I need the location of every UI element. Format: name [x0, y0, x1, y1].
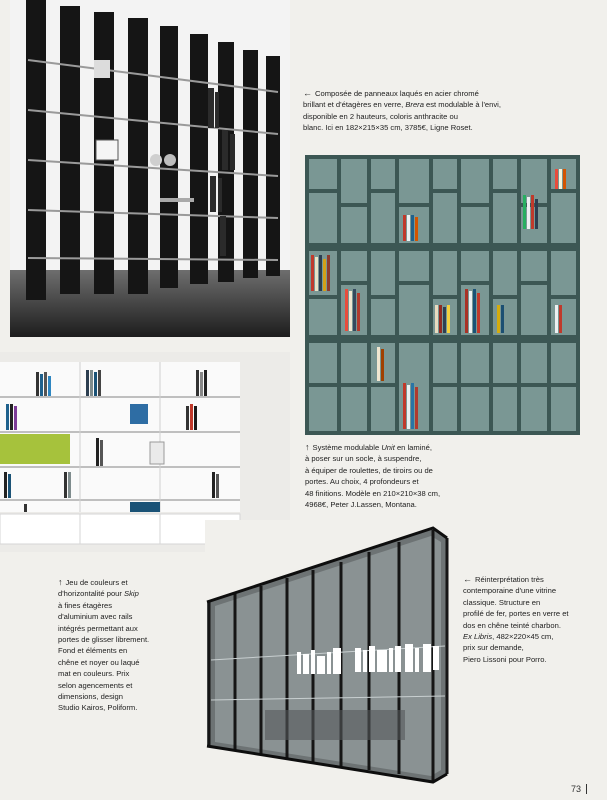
- photo-ex-libris-vitrine: [205, 520, 450, 788]
- caption-line: Piero Lissoni pour Porro.: [463, 654, 547, 664]
- arrow-left-icon: ←: [463, 574, 472, 584]
- caption-line: brillant et d'étagères en verre, Brera est modulable à l'envi,: [303, 100, 501, 110]
- ex-libris-illustration: [205, 520, 450, 788]
- caption-line: ← Composée de panneaux laqués en acier chromé: [303, 88, 479, 98]
- caption-line: ↑ Jeu de couleurs et: [58, 577, 128, 587]
- caption-ex-libris: [463, 574, 603, 665]
- arrow-left-icon: ←: [303, 88, 312, 98]
- caption-line: intégrés permettant aux: [58, 623, 138, 633]
- unit-illustration: [305, 155, 580, 435]
- caption-line: ↑ Système modulable Unit en laminé,: [305, 442, 432, 452]
- caption-line: Fond et éléments en: [58, 646, 128, 656]
- caption-line: 48 finitions. Modèle en 210×210×38 cm,: [305, 488, 441, 498]
- caption-line: chêne et noyer ou laqué: [58, 657, 140, 667]
- caption-brera: [303, 88, 593, 134]
- arrow-up-icon: ↑: [305, 442, 310, 452]
- caption-line: profilé de fer, portes en verre et: [463, 609, 569, 619]
- caption-line: portes. Au choix, 4 profondeurs et: [305, 477, 419, 487]
- caption-line: Studio Kairos, Poliform.: [58, 703, 138, 713]
- caption-line: 4968€, Peter J.Lassen, Montana.: [305, 500, 417, 510]
- caption-line: à équiper de roulettes, de tiroirs ou de: [305, 465, 433, 475]
- caption-line: mat en couleurs. Prix: [58, 669, 130, 679]
- caption-line: d'aluminium avec rails: [58, 612, 133, 622]
- caption-line: prix sur demande,: [463, 643, 524, 653]
- caption-line: dos en chêne teinté charbon.: [463, 620, 561, 630]
- caption-skip: [58, 577, 208, 714]
- caption-line: classique. Structure en: [463, 597, 541, 607]
- caption-line: à poser sur un socle, à suspendre,: [305, 454, 422, 464]
- caption-line: selon agencements et: [58, 680, 133, 690]
- caption-line: portes de glisser librement.: [58, 635, 150, 645]
- caption-line: dimensions, design: [58, 692, 124, 702]
- caption-line: contemporaine d'une vitrine: [463, 586, 557, 596]
- caption-line: blanc. Ici en 182×215×35 cm, 3785€, Ligne Roset.: [303, 123, 473, 133]
- photo-unit-shelf: [305, 155, 580, 435]
- brera-illustration: [10, 0, 290, 337]
- caption-line: ← Réinterprétation très: [463, 574, 544, 584]
- photo-brera-bookcase: [10, 0, 290, 337]
- caption-unit: [305, 442, 555, 510]
- arrow-up-icon: ↑: [58, 577, 63, 587]
- caption-line: d'horizontalité pour Skip: [58, 589, 139, 599]
- caption-line: disponible en 2 hauteurs, coloris anthracite ou: [303, 111, 458, 121]
- caption-line: à fines étagères: [58, 600, 113, 610]
- page-number: 73: [571, 784, 587, 794]
- caption-line: Ex Libris, 482×220×45 cm,: [463, 632, 554, 642]
